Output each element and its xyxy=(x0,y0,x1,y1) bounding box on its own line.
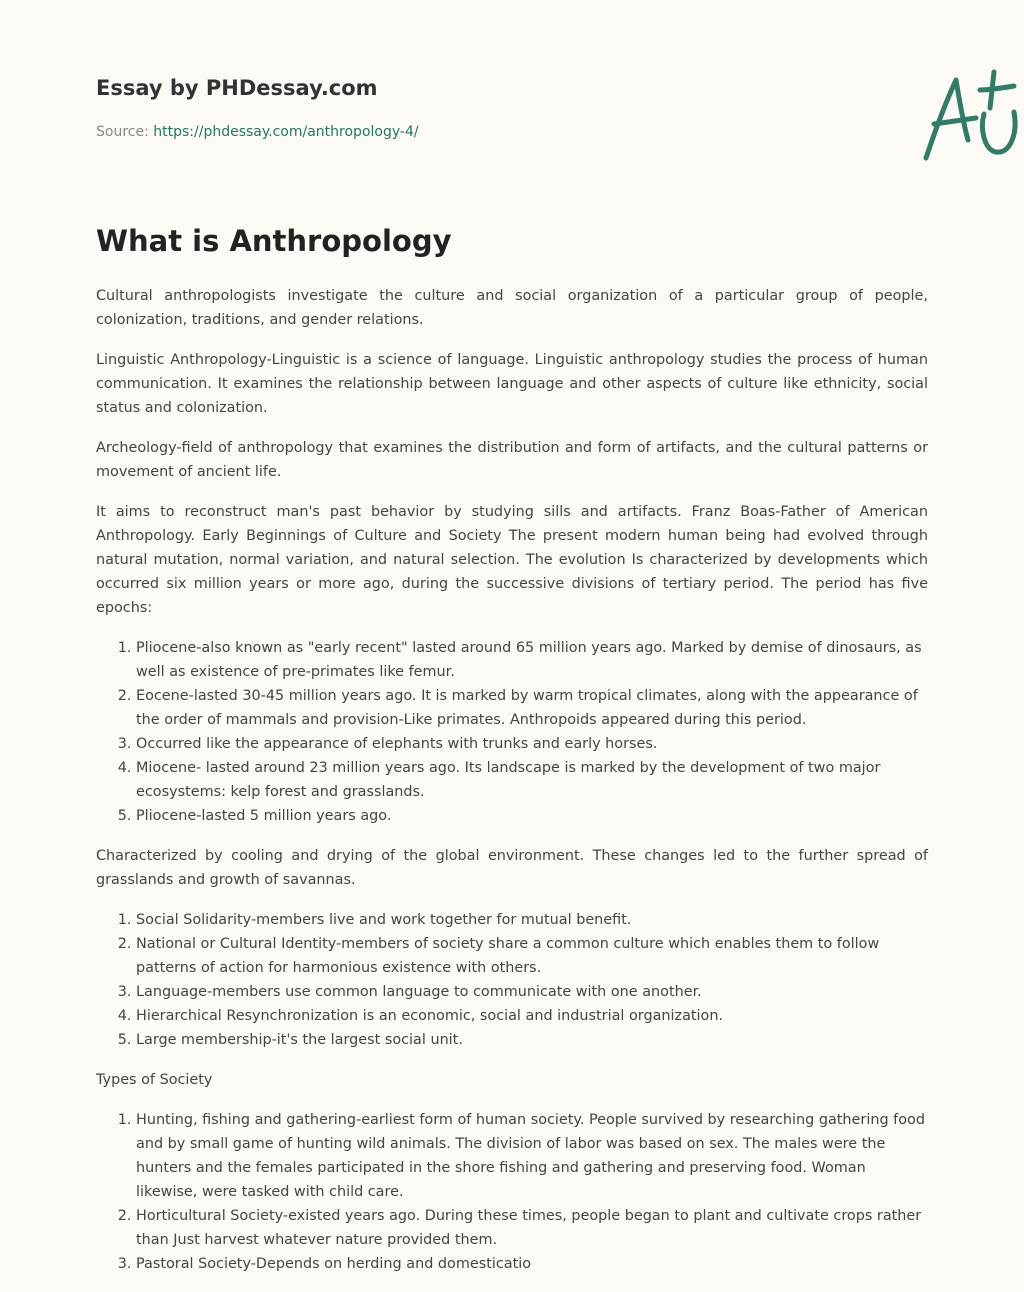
list-item: 1. Pliocene-also known as "early recent" lasted around 65 million years ago. Marked by demise of dinosaurs, as well as existence of pre-primates like femur. xyxy=(136,636,928,684)
list-item: 2. Eocene-lasted 30-45 million years ago. It is marked by warm tropical climates, along with the appearance of the order of mammals and provision-Like primates. Anthropoids appeared during this period. xyxy=(136,684,928,732)
source-line xyxy=(96,124,419,140)
list-item: 5. Large membership-it's the largest social unit. xyxy=(136,1028,928,1052)
list-item: 4. Hierarchical Resynchronization is an economic, social and industrial organization. xyxy=(136,1004,928,1028)
paragraph: Cultural anthropologists investigate the culture and social organization of a particular group of people, colonization, traditions, and gender relations. xyxy=(96,288,928,328)
list-item: 1. Hunting, fishing and gathering-earliest form of human society. People survived by researching gathering food and by small game of hunting wild animals. The division of labor was based on sex. The males were the hunters and the females participated in the shore fishing and gathering and preserving food. Woman likewise, were tasked with child care. xyxy=(136,1108,928,1204)
list-item: 3. Occurred like the appearance of elephants with trunks and early horses. xyxy=(136,732,928,756)
types-heading: Types of Society xyxy=(96,1072,213,1088)
epochs-list xyxy=(96,636,928,828)
list-item: 4. Miocene- lasted around 23 million years ago. Its landscape is marked by the development of two major ecosystems: kelp forest and grasslands. xyxy=(136,756,928,804)
source-link[interactable]: https://phdessay.com/anthropology-4/ xyxy=(153,124,419,140)
paragraph: It aims to reconstruct man's past behavior by studying sills and artifacts. Franz Boas-Father of American Anthropology. Early Beginnings of Culture and Society The present modern human being had evolved through natural mutation, normal variation, and natural selection. The evolution Is characterized by developments which occurred six million years or more ago, during the successive divisions of tertiary period. The period has five epochs: xyxy=(96,504,928,616)
site-title: Essay by PHDessay.com xyxy=(96,76,378,100)
paragraph: Characterized by cooling and drying of the global environment. These changes led to the further spread of grasslands and growth of savannas. xyxy=(96,848,928,888)
source-label: Source: xyxy=(96,124,149,140)
a-plus-logo-icon xyxy=(918,68,1024,164)
list-item: 3. Pastoral Society-Depends on herding and domesticatio xyxy=(136,1252,928,1276)
society-characteristics-list xyxy=(96,908,928,1052)
list-item: 2. National or Cultural Identity-members of society share a common culture which enables them to follow patterns of action for harmonious existence with others. xyxy=(136,932,928,980)
list-item: 1. Social Solidarity-members live and work together for mutual benefit. xyxy=(136,908,928,932)
essay-title: What is Anthropology xyxy=(96,224,452,258)
list-item: 3. Language-members use common language to communicate with one another. xyxy=(136,980,928,1004)
types-of-society-list xyxy=(96,1108,928,1276)
list-item: 2. Horticultural Society-existed years ago. During these times, people began to plant and cultivate crops rather than Just harvest whatever nature provided them. xyxy=(136,1204,928,1252)
essay-body xyxy=(96,284,928,1292)
paragraph: Linguistic Anthropology-Linguistic is a science of language. Linguistic anthropology studies the process of human communication. It examines the relationship between language and other aspects of culture like ethnicity, social status and colonization. xyxy=(96,352,928,416)
list-item: 5. Pliocene-lasted 5 million years ago. xyxy=(136,804,928,828)
paragraph: Archeology-field of anthropology that examines the distribution and form of artifacts, and the cultural patterns or movement of ancient life. xyxy=(96,440,928,480)
